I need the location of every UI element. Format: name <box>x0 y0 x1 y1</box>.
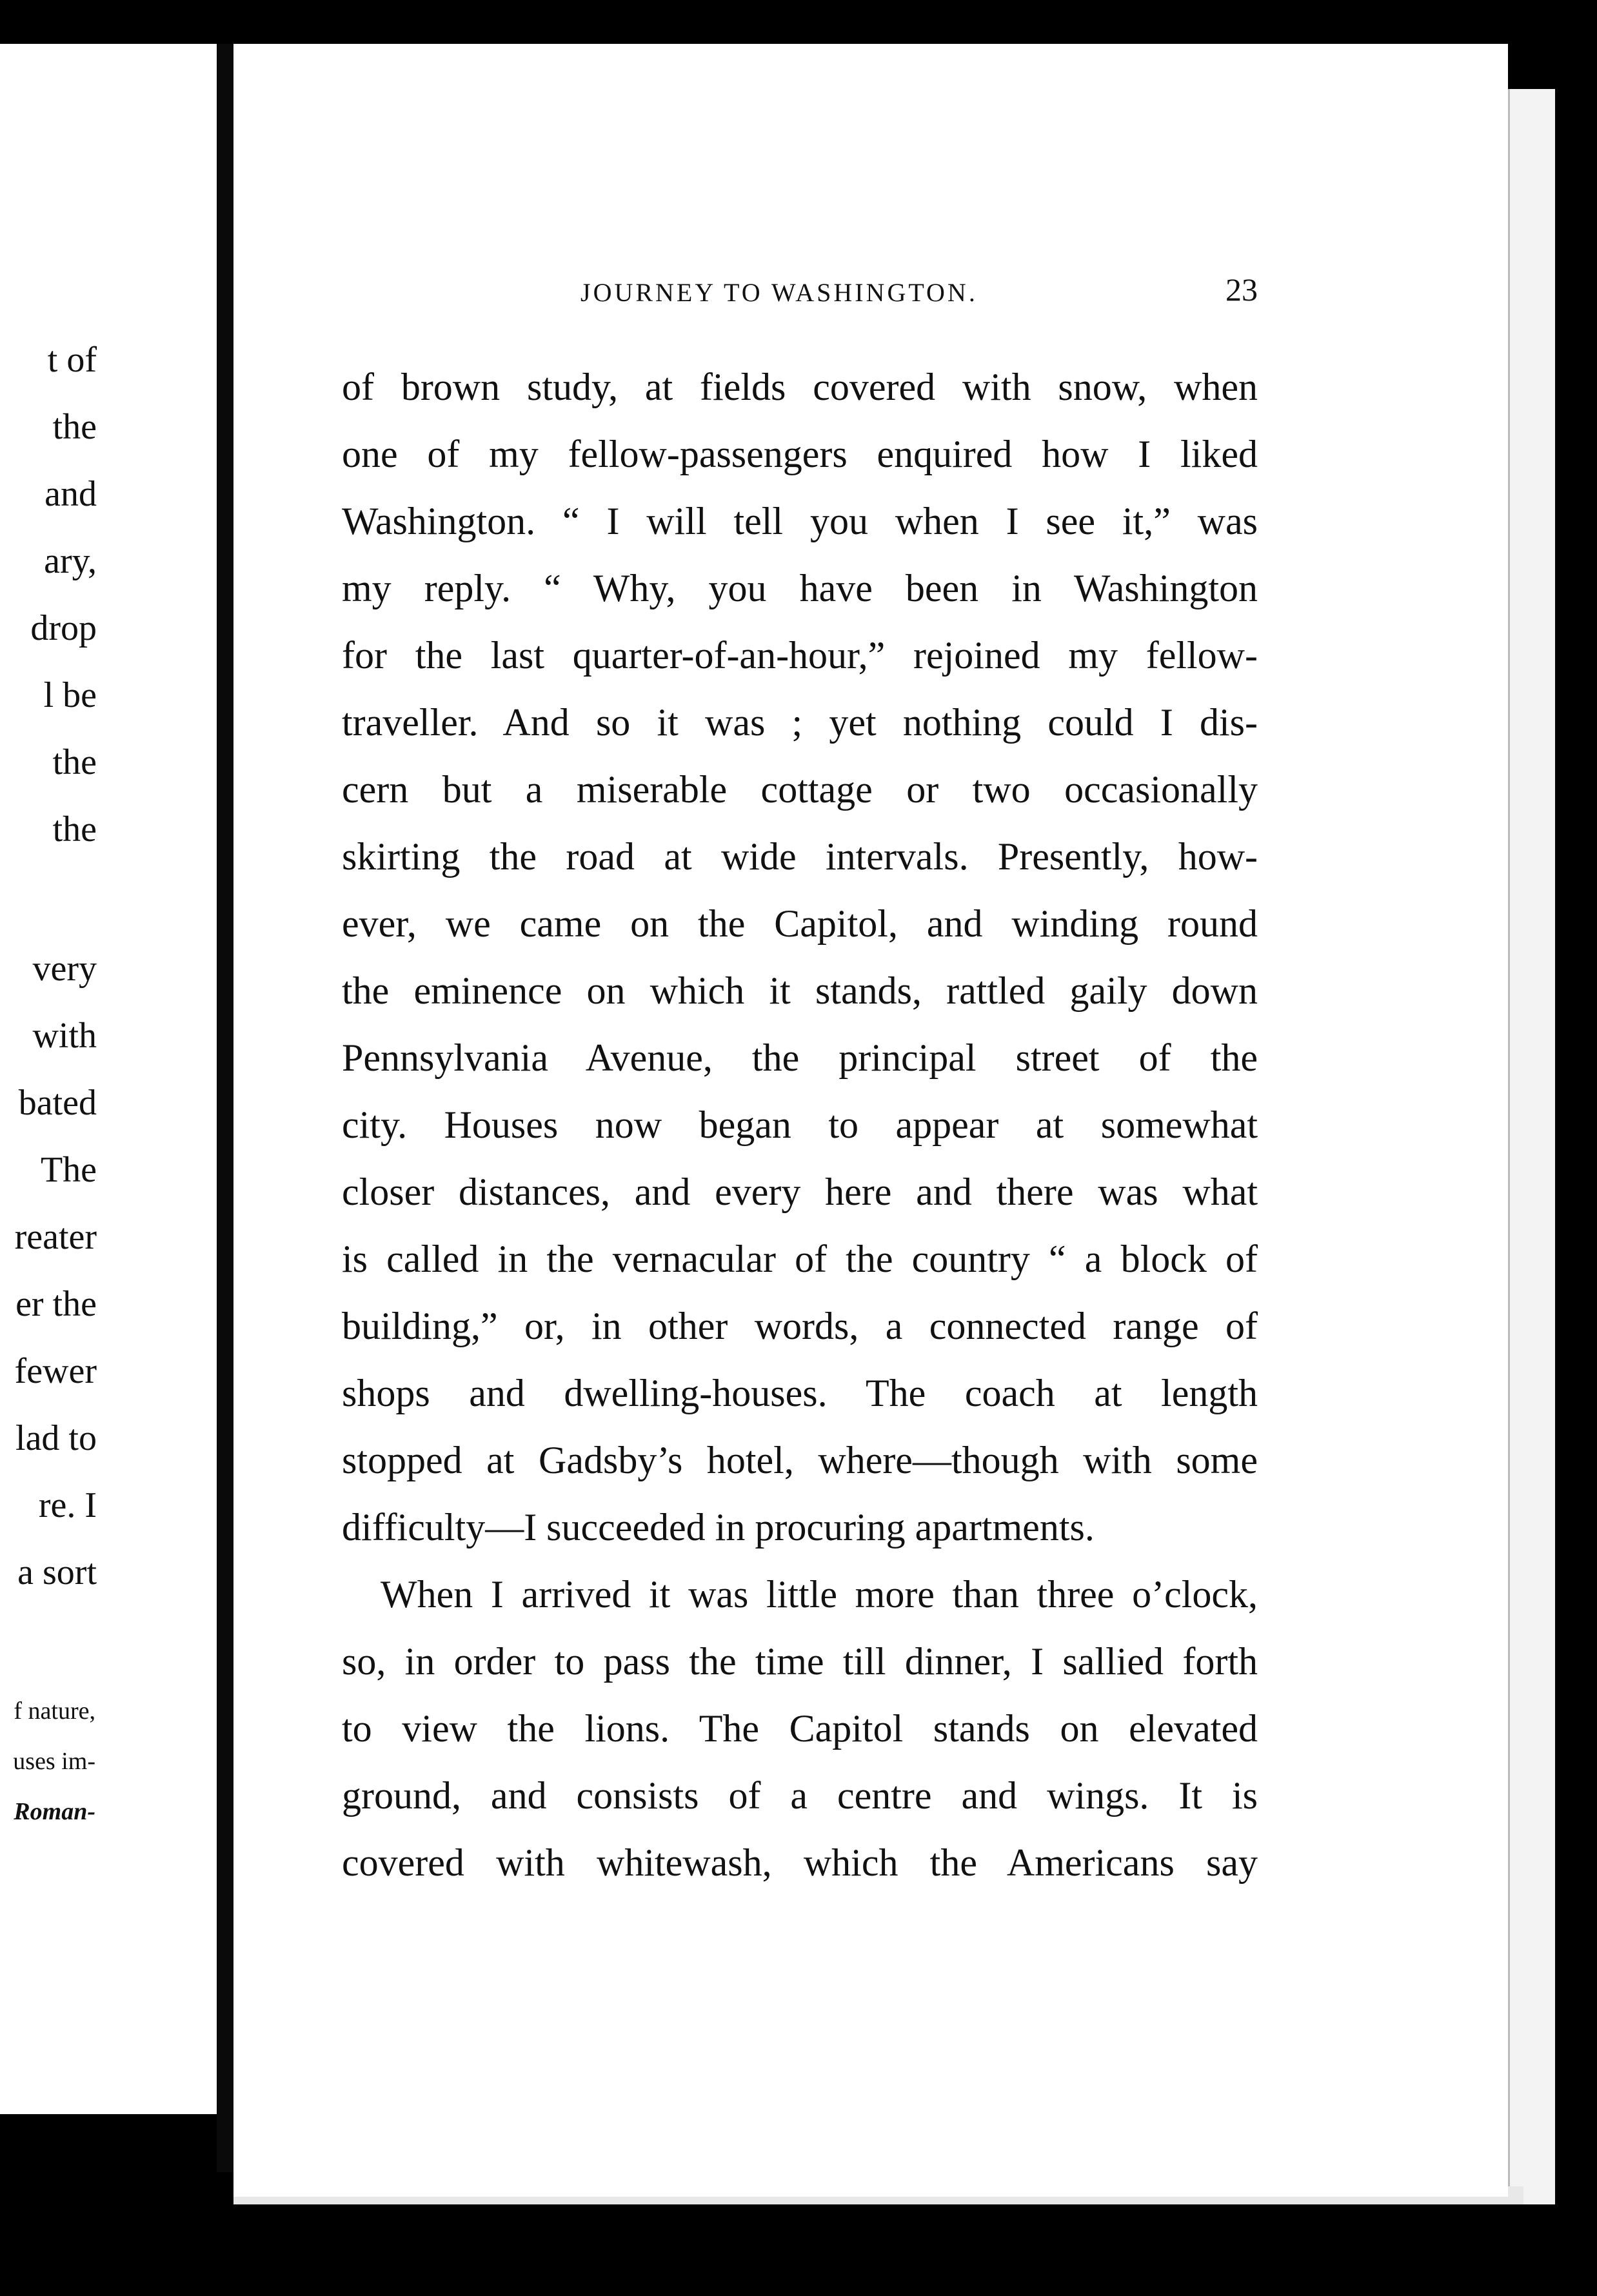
text-line: skirting the road at wide intervals. Presently, how- <box>342 835 1258 878</box>
text-line: Washington. “ I will tell you when I see it,” was <box>342 500 1258 542</box>
left-fragment-line: drop <box>30 608 97 648</box>
book-gutter <box>217 44 233 2172</box>
left-fragment-line: l be <box>43 675 97 715</box>
text-line: the eminence on which it stands, rattled gaily down <box>342 969 1258 1012</box>
text-line: for the last quarter-of-an-hour,” rejoined my fellow- <box>342 634 1258 677</box>
text-line: Pennsylvania Avenue, the principal street of the <box>342 1036 1258 1079</box>
left-fragment-line: lad to <box>15 1418 97 1458</box>
text-line: my reply. “ Why, you have been in Washington <box>342 567 1258 609</box>
text-line: so, in order to pass the time till dinner, I sallied forth <box>342 1640 1258 1683</box>
text-line: cern but a miserable cottage or two occasionally <box>342 768 1258 811</box>
left-fragment-line: t of <box>47 340 97 380</box>
left-fragment-line: very <box>32 949 97 989</box>
left-fragment-line: er the <box>15 1284 97 1324</box>
left-fragment-line: fewer <box>14 1351 97 1391</box>
body-text <box>342 353 1258 1896</box>
text-line: When I arrived it was little more than three o’clock, <box>381 1573 1258 1616</box>
left-footnote-line: uses im- <box>13 1748 95 1775</box>
left-fragment-line: The <box>40 1150 97 1190</box>
text-line: city. Houses now began to appear at somewhat <box>342 1103 1258 1146</box>
page-number: 23 <box>1225 272 1258 308</box>
text-line: building,” or, in other words, a connected range of <box>342 1305 1258 1347</box>
text-line: covered with whitewash, which the Americans say <box>342 1841 1258 1884</box>
left-fragment-line: and <box>45 474 97 514</box>
left-fragment-line: a sort <box>17 1552 97 1592</box>
left-fragment-line: the <box>52 742 97 782</box>
left-fragment-line: with <box>32 1016 97 1056</box>
left-footnote-line: f nature, <box>14 1697 95 1725</box>
running-title: JOURNEY TO WASHINGTON. <box>580 278 978 307</box>
text-line: of brown study, at fields covered with snow, when <box>342 366 1258 408</box>
left-fragment-line: the <box>52 809 97 849</box>
text-line: to view the lions. The Capitol stands on elevated <box>342 1707 1258 1750</box>
left-fragment-line: bated <box>18 1083 97 1123</box>
text-line: is called in the vernacular of the country “ a block of <box>342 1238 1258 1280</box>
left-fragment-line: the <box>52 407 97 447</box>
text-line: traveller. And so it was ; yet nothing could I dis- <box>342 701 1258 744</box>
text-line: shops and dwelling-houses. The coach at length <box>342 1372 1258 1414</box>
left-fragment-line: ary, <box>44 541 97 581</box>
page-stack-edge <box>1508 89 1555 2204</box>
text-line: closer distances, and every here and there was what <box>342 1171 1258 1213</box>
text-line: ground, and consists of a centre and wings. It is <box>342 1774 1258 1817</box>
text-line: ever, we came on the Capitol, and winding round <box>342 902 1258 945</box>
left-footnote-line: Roman- <box>14 1798 95 1825</box>
page-header <box>580 271 1258 316</box>
left-fragment-line: reater <box>14 1217 97 1257</box>
text-line: stopped at Gadsby’s hotel, where—though with some <box>342 1439 1258 1481</box>
left-fragment-line: re. I <box>38 1485 97 1525</box>
previous-page-fragment <box>0 44 217 2114</box>
text-line: difficulty—I succeeded in procuring apartments. <box>342 1506 1095 1549</box>
text-line: one of my fellow-passengers enquired how I liked <box>342 433 1258 475</box>
